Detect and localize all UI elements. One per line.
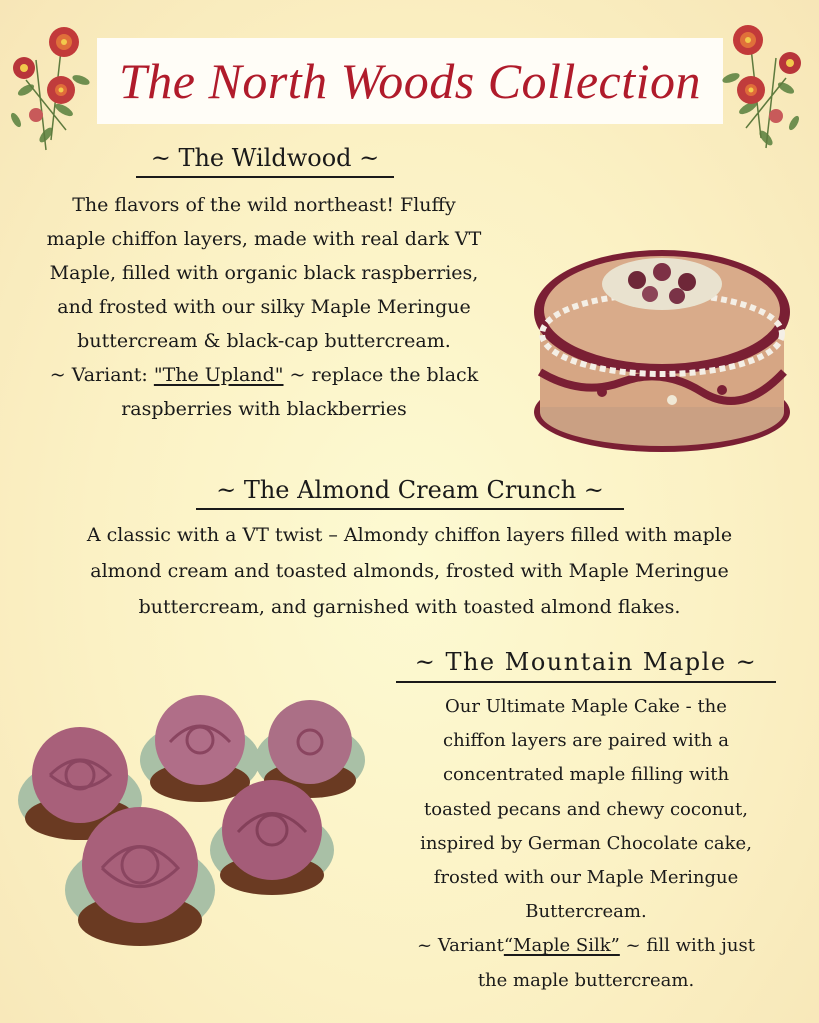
wildwood-heading-underline — [136, 176, 394, 178]
almond-description — [0, 517, 819, 625]
mountain-line: Our Ultimate Maple Cake - the — [445, 696, 727, 717]
wildwood-description — [4, 188, 524, 426]
mountain-variant-suffix: ~ fill with just — [619, 935, 755, 957]
mountain-line: inspired by German Chocolate cake, — [420, 832, 752, 854]
mountain-line: concentrated maple filling with — [442, 764, 730, 786]
mountain-line: Buttercream. — [525, 901, 647, 923]
wildwood-line: Maple, filled with organic black raspberries, — [49, 262, 479, 284]
mountain-line: frosted with our Maple Meringue — [433, 867, 739, 889]
wildwood-line: and frosted with our silky Maple Meringue — [57, 296, 471, 318]
wildwood-variant-prefix: ~ Variant: — [49, 364, 154, 386]
mountain-description — [376, 690, 796, 998]
mountain-variant-name: “Maple Silk” — [503, 935, 620, 957]
wildwood-variant-line — [4, 358, 524, 392]
almond-heading — [196, 476, 624, 504]
wildwood-line: maple chiffon layers, made with real dark VT — [46, 228, 482, 250]
mountain-variant-prefix: ~ Variant — [417, 935, 504, 957]
wildwood-variant-name: "The Upland" — [153, 364, 284, 386]
page-title: The North Woods Collection — [118, 53, 702, 109]
mountain-variant-line — [376, 929, 796, 963]
almond-line: almond cream and toasted almonds, frosted with Maple Meringue — [90, 560, 729, 582]
wildwood-cake-image — [522, 222, 805, 459]
almond-heading-underline — [196, 508, 624, 510]
mountain-variant-line2: the maple buttercream. — [477, 969, 695, 991]
mountain-cupcakes-image — [10, 690, 370, 965]
mountain-line: chiffon layers are paired with a — [443, 730, 729, 752]
rose-cluster-left-icon — [6, 20, 106, 160]
almond-line: buttercream, and garnished with toasted almond flakes. — [138, 596, 681, 618]
mountain-heading-underline — [396, 681, 776, 683]
mountain-heading — [396, 648, 776, 676]
almond-line: A classic with a VT twist – Almondy chiffon layers filled with maple — [86, 524, 733, 546]
rose-cluster-right-icon — [706, 18, 806, 158]
wildwood-variant-line2: raspberries with blackberries — [121, 398, 407, 420]
wildwood-heading — [133, 144, 397, 172]
wildwood-line: buttercream & black-cap buttercream. — [77, 330, 451, 352]
title-banner — [97, 38, 723, 124]
wildwood-line: The flavors of the wild northeast! Fluffy — [72, 194, 456, 216]
almond-heading-text: ~ The Almond Cream Crunch ~ — [216, 476, 604, 504]
wildwood-variant-suffix: ~ replace the black — [283, 364, 479, 386]
mountain-heading-text: ~ The Mountain Maple ~ — [414, 648, 758, 676]
wildwood-heading-text: ~ The Wildwood ~ — [150, 144, 380, 172]
mountain-line: toasted pecans and chewy coconut, — [424, 798, 748, 820]
